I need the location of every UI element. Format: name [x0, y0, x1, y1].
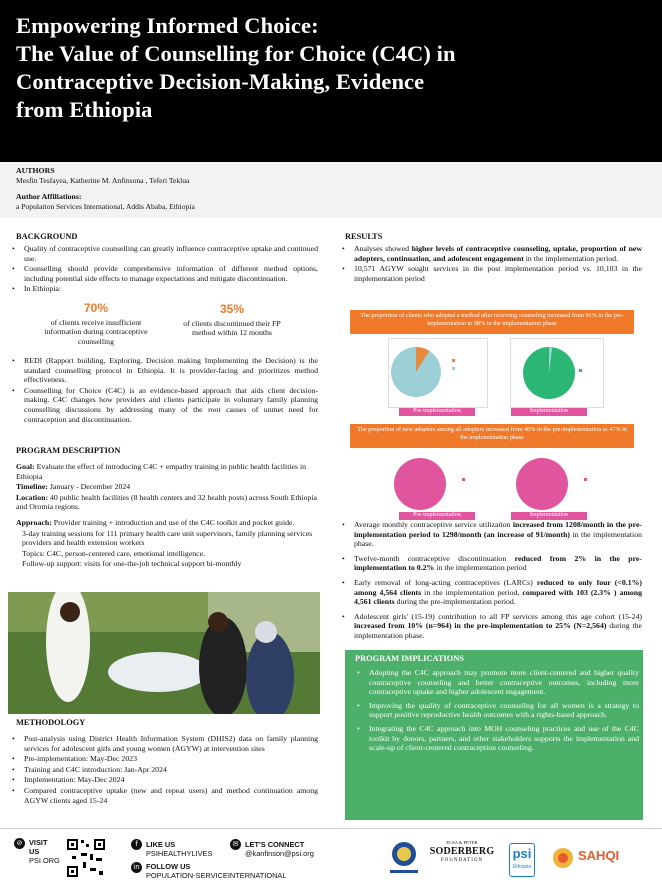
- soderberg-sub: FOUNDATION: [440, 857, 484, 863]
- photo-illustration: [8, 592, 320, 714]
- text-bold: higher levels of contraceptive counseling, uptake, proportion of new adopters, continuation, and adolescent engagement: [354, 244, 642, 263]
- text: during the pre-implementation period.: [394, 597, 516, 607]
- text-bold: compared with 103 (2.3% ) among 4,561 clients: [354, 587, 643, 607]
- timeline-label: Timeline:: [16, 482, 48, 492]
- moh-emblem-icon: [384, 840, 424, 876]
- follow-label: FOLLOW US: [146, 862, 191, 871]
- text: in the implementation phase.: [354, 529, 642, 549]
- approach-detail: 3-day training sessions for 111 primary health care unit supervisors, family planning services providers and health extension workers: [22, 528, 313, 548]
- approach-text: Provider training + introduction and use of the C4C toolkit and pocket guide.: [51, 517, 295, 527]
- poster-title: [16, 12, 636, 124]
- text: Twelve-month contraceptive discontinuation: [354, 553, 515, 563]
- visit-label: VISIT: [29, 838, 48, 847]
- list-item: • Training and C4C introduction: Jan-Apr 2024: [8, 765, 318, 775]
- pie-slice: [394, 458, 446, 510]
- psi-sub: Ethiopia: [512, 864, 532, 870]
- legend-swatch: [452, 367, 455, 370]
- text: in the implementation period: [434, 563, 527, 573]
- globe-icon: ⊘: [14, 838, 25, 849]
- text: Early removal of long-acting contraceptives (LARCs): [354, 577, 537, 587]
- stat-discontinued: [176, 302, 288, 338]
- legend-swatch: [462, 478, 465, 481]
- chart1-label-impl: Implementation: [511, 408, 587, 416]
- list-item: [338, 612, 642, 641]
- title-line: Contraceptive Decision-Making, Evidence: [16, 69, 425, 94]
- text: Analyses showed: [354, 244, 412, 253]
- list-item: • Pre-implementation: May-Dec 2023: [8, 754, 318, 764]
- chart2-title: The proportion of new adopters among all adopters increased from 40% in the pre-implementation to 47% in the implementation phase: [350, 424, 634, 448]
- program-location: [16, 493, 318, 512]
- implications-list: [353, 668, 639, 754]
- background-list: [8, 244, 318, 295]
- text: Average monthly contraceptive service utilization: [354, 520, 513, 529]
- text: Adolescent girls' (15-19) contribution to all FP services among this age cohort (15-24): [354, 611, 642, 621]
- follow-link[interactable]: POPULATION-SERVICEINTERNATIONAL: [146, 871, 287, 880]
- legend-swatch: [452, 359, 455, 362]
- text-bold: increased from 10% (n=964) in the pre-implementation to 25% (N=2,564): [354, 621, 607, 631]
- list-item: • Implementation: May-Dec 2024: [8, 775, 318, 785]
- pie-chart: [511, 339, 605, 409]
- methodology-title: METHODOLOGY: [16, 718, 86, 727]
- list-item: • Post-analysis using District Health Information System (DHIS2) data on family planning services for adolescent girls and young women (AGYW) at intervention sites: [8, 734, 318, 753]
- email-icon[interactable]: ✉: [230, 839, 241, 850]
- chart2-label-impl: Implementation: [511, 512, 587, 520]
- program-approach: [16, 518, 318, 528]
- qr-code-icon[interactable]: [66, 838, 106, 878]
- psi-wordmark: psi: [512, 846, 532, 861]
- legend-swatch: [584, 478, 587, 481]
- connect-email[interactable]: @kanfinson@psi.org: [245, 849, 314, 858]
- text-bold: increased from 1208/month in the pre-implementation period to 1298/month (an increase of 91/month): [354, 520, 642, 539]
- like-link[interactable]: PSIHEALTHYLIVES: [146, 849, 213, 858]
- results-list-top: [338, 244, 642, 284]
- text-bold: reduced from 2% in the pre-implementation to 0.2%: [354, 553, 642, 573]
- location-label: Location:: [16, 492, 49, 502]
- chart2-pie-impl: [510, 452, 610, 516]
- approach-label: Approach:: [16, 517, 52, 527]
- text-bold: reduced to only four (<0.1%) among 4,564 clients: [354, 577, 642, 597]
- psi-logo: [509, 843, 535, 877]
- list-item: • Counselling for Choice (C4C) is an evidence-based approach that aids client decision-making. C4C changes how providers and clients participate in voluntary family planning counselling discussions by addressing many of the root causes of unmet need for contraception and discontinuation.: [8, 386, 318, 424]
- chart1-title: The proportion of clients who adopted a method after receiving counseling increased from 91% in the pre-implementation to 98% in the implementation phase: [350, 310, 634, 334]
- sahqi-wordmark: SAHQI: [578, 848, 620, 863]
- list-item: [338, 578, 642, 607]
- title-banner: [0, 0, 662, 162]
- program-description: [16, 462, 318, 570]
- list-item: [338, 244, 642, 263]
- visit-link[interactable]: PSI.ORG: [29, 856, 60, 865]
- chart1-pie-pre: [388, 338, 488, 408]
- list-item: • Compared contraceptive uptake (new and repeat users) and method continuation among AGYW clients aged 15-24: [8, 786, 318, 805]
- background-list-2: [8, 356, 318, 425]
- title-line: from Ethiopia: [16, 97, 153, 122]
- chart1-pie-impl: [510, 338, 604, 408]
- list-item: • 10,571 AGYW sought services in the post implementation period vs. 10,103 in the implementation period: [338, 264, 642, 283]
- chart2-pie-pre: [388, 452, 488, 516]
- list-item: • Integrating the C4C approach into MOH counseling practices and use of the C4C toolkit by donors, partners, and other stakeholders supports the implementation and scale-up of client-centered contraception counseling.: [353, 724, 639, 753]
- chart1-label-pre: Pre-implementation: [399, 408, 475, 416]
- implications-title: PROGRAM IMPLICATIONS: [355, 654, 464, 663]
- list-item: • In Ethiopia:: [8, 284, 318, 294]
- like-block: [146, 840, 212, 858]
- visit-us: US: [29, 847, 40, 856]
- chart2-label-pre: Pre-implementation: [399, 512, 475, 520]
- approach-detail: Topics: C4C, person-centered care, emotional intelligence.: [22, 548, 206, 558]
- moh-logo: [384, 840, 424, 876]
- soderberg-name: SODERBERG: [429, 845, 495, 857]
- authors-block: [16, 166, 616, 212]
- stat-percent: 35%: [219, 302, 245, 316]
- goal-text: Evaluate the effect of introducing C4C + empathy training in public health facilities in Ethiopia: [16, 462, 307, 481]
- linkedin-icon[interactable]: in: [131, 862, 142, 873]
- program-title: PROGRAM DESCRIPTION: [16, 446, 121, 455]
- pie-slice: [516, 458, 568, 510]
- authors-label: AUTHORS: [16, 166, 55, 175]
- authors-names: Mesfin Tesfayea, Katherine M. Anfinsona , Teferi Teklua: [16, 176, 190, 185]
- stat-insufficient-info: [40, 301, 152, 346]
- facebook-icon[interactable]: f: [131, 839, 142, 850]
- program-implications: [345, 650, 643, 820]
- list-item: [338, 554, 642, 573]
- legend-swatch: [579, 369, 582, 372]
- qr-pattern: [66, 838, 106, 878]
- background-title: BACKGROUND: [16, 232, 78, 241]
- methodology-list: [8, 734, 318, 806]
- like-label: LIKE US: [146, 840, 176, 849]
- stat-text: of clients receive insufficient information during contraceptive counselling: [44, 317, 148, 346]
- location-text: 40 public health facilities (8 health centers and 32 health posts) across South Ethiopia and Oromia regions.: [16, 492, 317, 512]
- affiliations-text: a Population Services International, Addis Ababa, Ethiopia: [16, 202, 195, 211]
- goal-label: Goal:: [16, 462, 35, 471]
- stat-percent: 70%: [83, 301, 109, 315]
- text: in the implementation period,: [421, 587, 523, 597]
- connect-block: [245, 840, 314, 858]
- visit-block: [29, 838, 60, 865]
- soderberg-logo: [428, 840, 496, 874]
- program-timeline: [16, 482, 318, 492]
- results-title: RESULTS: [345, 232, 383, 241]
- pie-chart: [510, 452, 610, 516]
- text: in the implementation period.: [523, 253, 619, 263]
- timeline-text: January - December 2024: [47, 482, 131, 492]
- soderberg-top: ELSA & PETER: [446, 840, 478, 845]
- results-list-bottom: [338, 520, 642, 642]
- sahqi-emblem-icon: [552, 847, 574, 869]
- text: during the implementation phase.: [354, 621, 642, 640]
- connect-label: LET'S CONNECT: [245, 840, 305, 849]
- list-item: • Quality of contraceptive counselling can greatly influence contraceptive uptake and continued use.: [8, 244, 318, 263]
- list-item: • REDI (Rapport building, Exploring, Decision making Implementing the Decision) is the standard counselling protocol in Ethiopia. It is provider-facing and prioritizes method effectiveness.: [8, 356, 318, 385]
- list-item: • Improving the quality of contraceptive counseling for all women is a strategy to support positive reproductive health outcomes with a rights-based approach.: [353, 701, 639, 720]
- list-item: • Adopting the C4C approach may promote more client-centered and higher quality contraceptive counseling and better contraceptive outcomes, including more contraceptive uptake and higher adolescent engagement.: [353, 668, 639, 697]
- follow-block: [146, 862, 286, 880]
- title-line: Empowering Informed Choice:: [16, 13, 319, 38]
- title-line: The Value of Counselling for Choice (C4C) in: [16, 41, 456, 66]
- program-goal: [16, 462, 318, 481]
- list-item: • Counselling should provide comprehensive information of different method options, including potential side effects to manage expectations and mitigate discontinuation.: [8, 264, 318, 283]
- footer-divider: [0, 828, 662, 829]
- pie-chart: [389, 339, 489, 409]
- approach-detail: Follow-up support: visits for one-the-job technical support bi-monthly: [22, 559, 242, 569]
- pie-chart: [388, 452, 488, 516]
- list-item: [338, 520, 642, 549]
- stat-text: of clients discontinued their FP method within 12 months: [183, 318, 281, 338]
- sahqi-logo: [552, 844, 650, 874]
- affiliations-label: Author Affiliations:: [16, 192, 82, 201]
- counselling-photo: [8, 592, 320, 714]
